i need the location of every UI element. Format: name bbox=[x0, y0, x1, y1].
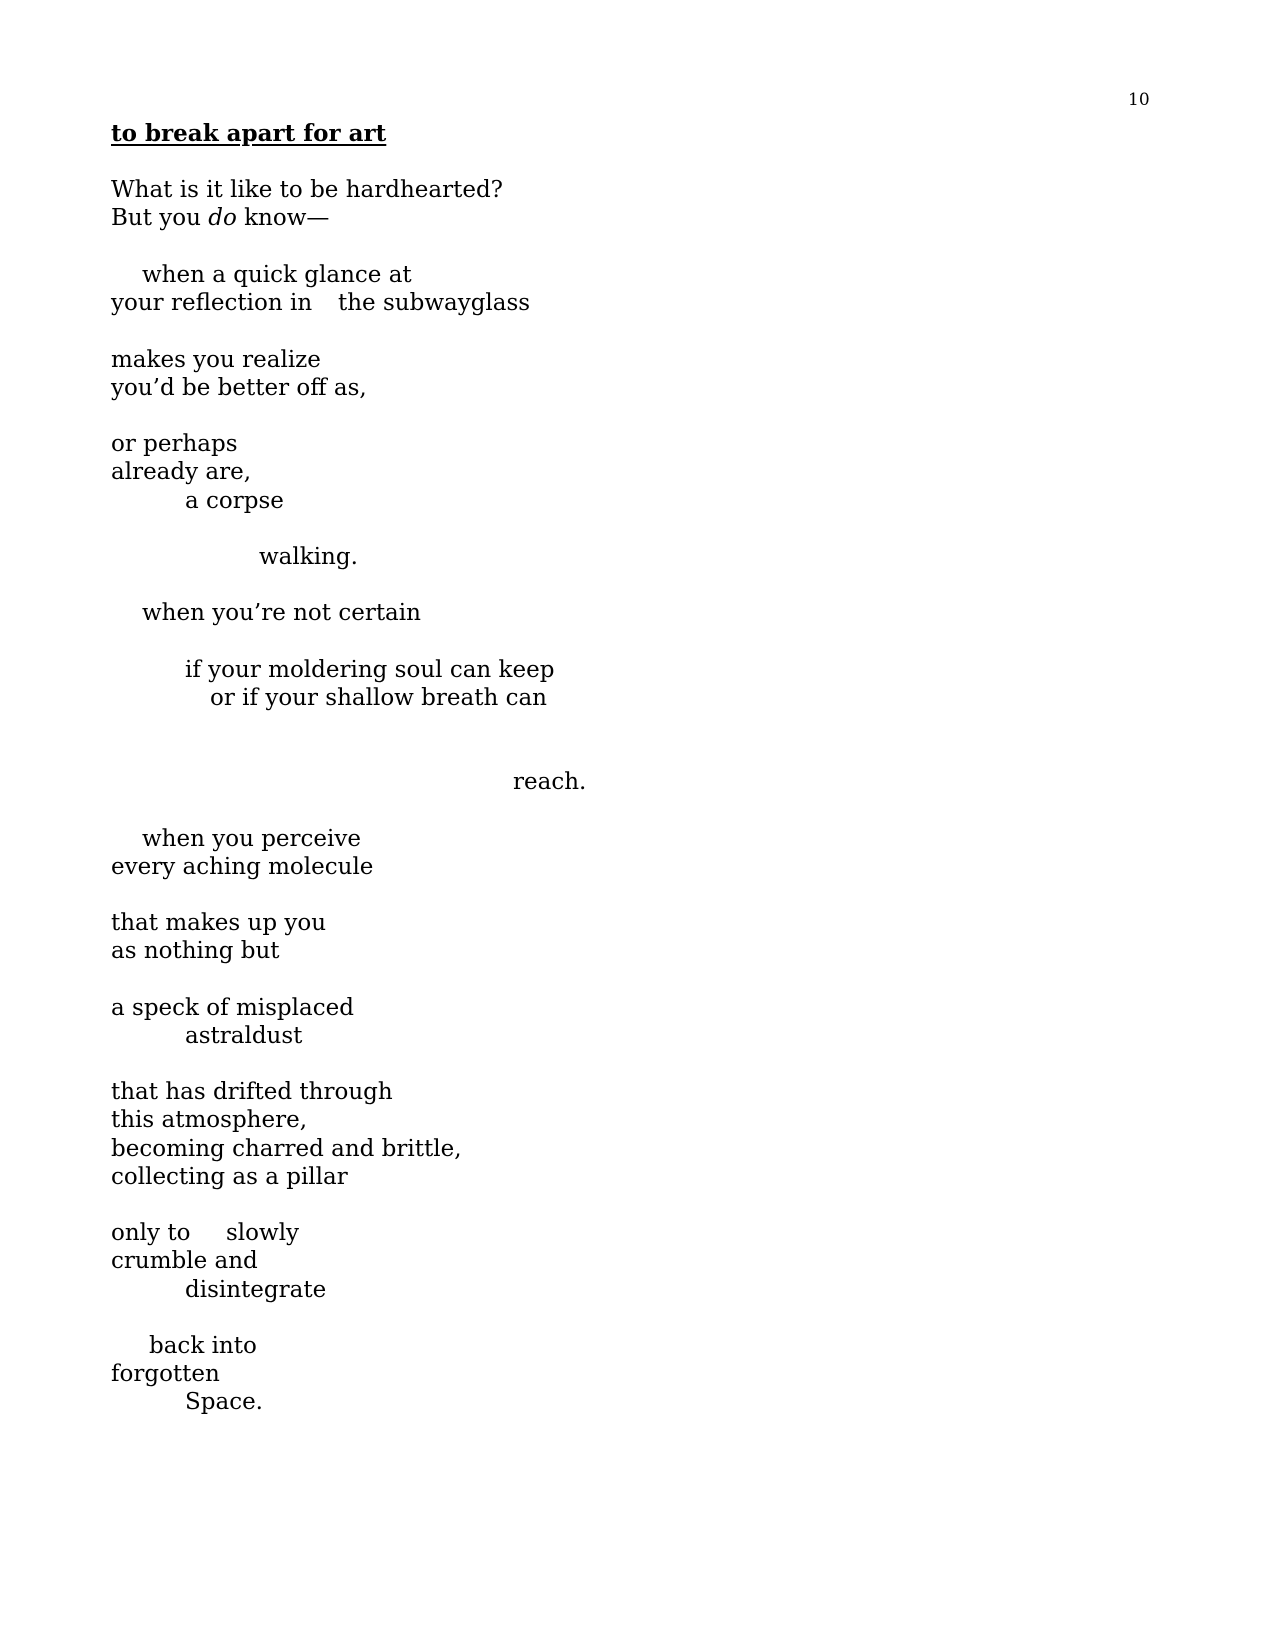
poem-line: forgotten bbox=[111, 1361, 220, 1387]
poem-line: Space. bbox=[185, 1389, 263, 1415]
poem-line: when you’re not certain bbox=[142, 600, 421, 626]
poem-line: a corpse bbox=[185, 488, 284, 514]
poem-line: that has drifted through bbox=[111, 1079, 393, 1105]
poem-line: What is it like to be hardhearted? bbox=[111, 177, 503, 203]
poem-line: the subwayglass bbox=[338, 290, 531, 316]
poem-title: to break apart for art bbox=[111, 120, 387, 147]
poem-line: back into bbox=[149, 1333, 257, 1359]
poem-line: or if your shallow breath can bbox=[210, 685, 547, 711]
poem-line-part: know— bbox=[236, 205, 330, 231]
poem-line: that makes up you bbox=[111, 910, 327, 936]
poem-line-part: But you bbox=[111, 205, 209, 231]
poem-line: becoming charred and brittle, bbox=[111, 1136, 462, 1162]
poem-line: makes you realize bbox=[111, 347, 321, 373]
poem-line-emphasis: do bbox=[208, 205, 237, 231]
poem-line: as nothing but bbox=[111, 938, 280, 964]
poem-line: you’d be better off as, bbox=[111, 375, 367, 401]
poem-line: astraldust bbox=[185, 1023, 303, 1049]
poem-line: collecting as a pillar bbox=[111, 1164, 348, 1190]
poem-line: slowly bbox=[226, 1220, 300, 1246]
poem-line: or perhaps bbox=[111, 431, 238, 457]
poem-line: if your moldering soul can keep bbox=[185, 657, 555, 683]
poem-line: already are, bbox=[111, 459, 252, 485]
poem-line: your reflection in bbox=[111, 290, 313, 316]
poem-line: disintegrate bbox=[185, 1277, 327, 1303]
poem-line: walking. bbox=[259, 544, 358, 570]
poem-line: crumble and bbox=[111, 1248, 258, 1274]
poem-line: this atmosphere, bbox=[111, 1107, 308, 1133]
poem-line: when a quick glance at bbox=[142, 262, 412, 288]
poem-line bbox=[111, 204, 329, 232]
poem-line: reach. bbox=[513, 769, 587, 795]
poem-line: a speck of misplaced bbox=[111, 995, 354, 1021]
page-number: 10 bbox=[1128, 90, 1150, 110]
poem-line: when you perceive bbox=[142, 826, 361, 852]
poem-line: every aching molecule bbox=[111, 854, 374, 880]
poem-line: only to bbox=[111, 1220, 191, 1246]
